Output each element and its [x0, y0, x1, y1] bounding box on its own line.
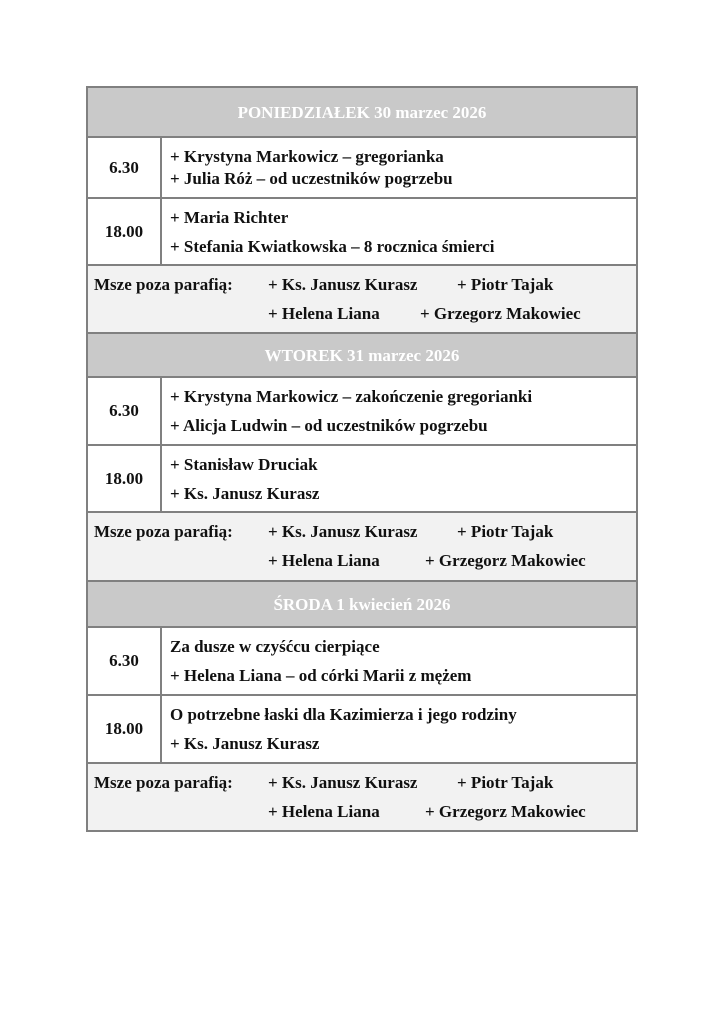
outside-name: + Ks. Janusz Kurasz — [268, 773, 418, 792]
mass-time: 18.00 — [88, 199, 162, 264]
outside-label: Msze poza parafią: — [94, 522, 233, 541]
outside-label: Msze poza parafią: — [94, 773, 233, 792]
mass-time: 6.30 — [88, 378, 162, 444]
intention-line: + Krystyna Markowicz – zakończenie gregorianki — [170, 387, 533, 406]
outside-name: + Helena Liana — [268, 551, 380, 570]
outside-name: + Grzegorz Makowiec — [425, 802, 586, 821]
intention-line: + Maria Richter — [170, 207, 289, 227]
intention-line: + Helena Liana – od córki Marii z mężem — [170, 666, 472, 685]
day-header-text: WTOREK 31 marzec 2026 — [264, 346, 460, 365]
intention-line: + Stanisław Druciak — [170, 454, 318, 474]
mass-intentions — [162, 628, 636, 694]
mass-row — [88, 199, 636, 266]
mass-row — [88, 628, 636, 696]
mass-schedule-table — [86, 86, 638, 832]
outside-name: + Grzegorz Makowiec — [425, 551, 586, 570]
day-header-wednesday — [88, 582, 636, 628]
mass-intentions — [162, 138, 636, 197]
mass-intentions — [162, 696, 636, 762]
intention-line: + Julia Róż – od uczestników pogrzebu — [170, 168, 453, 188]
mass-time: 18.00 — [88, 696, 162, 762]
mass-intentions — [162, 446, 636, 511]
outside-name: + Helena Liana — [268, 304, 380, 323]
outside-name: + Ks. Janusz Kurasz — [268, 275, 418, 294]
mass-time: 6.30 — [88, 138, 162, 197]
intention-line: + Krystyna Markowicz – gregorianka — [170, 146, 444, 166]
mass-time: 18.00 — [88, 446, 162, 511]
mass-time: 6.30 — [88, 628, 162, 694]
mass-intentions — [162, 199, 636, 264]
day-header-tuesday — [88, 334, 636, 378]
outside-parish-masses — [88, 266, 636, 334]
mass-intentions — [162, 378, 636, 444]
day-header-text: ŚRODA 1 kwiecień 2026 — [273, 595, 451, 614]
outside-name: + Piotr Tajak — [457, 275, 554, 294]
intention-line: + Ks. Janusz Kurasz — [170, 483, 320, 503]
mass-row — [88, 138, 636, 199]
intention-line: O potrzebne łaski dla Kazimierza i jego rodziny — [170, 705, 517, 724]
outside-name: + Grzegorz Makowiec — [420, 304, 581, 323]
mass-row — [88, 446, 636, 513]
outside-parish-masses — [88, 764, 636, 832]
intention-line: Za dusze w czyśćcu cierpiące — [170, 637, 380, 656]
outside-parish-masses — [88, 513, 636, 582]
outside-name: + Piotr Tajak — [457, 773, 554, 792]
outside-name: + Piotr Tajak — [457, 522, 554, 541]
intention-line: + Stefania Kwiatkowska – 8 rocznica śmierci — [170, 236, 495, 256]
intention-line: + Ks. Janusz Kurasz — [170, 734, 320, 753]
outside-name: + Ks. Janusz Kurasz — [268, 522, 418, 541]
outside-name: + Helena Liana — [268, 802, 380, 821]
outside-label: Msze poza parafią: — [94, 275, 233, 294]
day-header-text: PONIEDZIAŁEK 30 marzec 2026 — [237, 103, 487, 122]
intention-line: + Alicja Ludwin – od uczestników pogrzebu — [170, 416, 488, 435]
day-header-monday — [88, 88, 636, 138]
mass-row — [88, 696, 636, 764]
mass-row — [88, 378, 636, 446]
